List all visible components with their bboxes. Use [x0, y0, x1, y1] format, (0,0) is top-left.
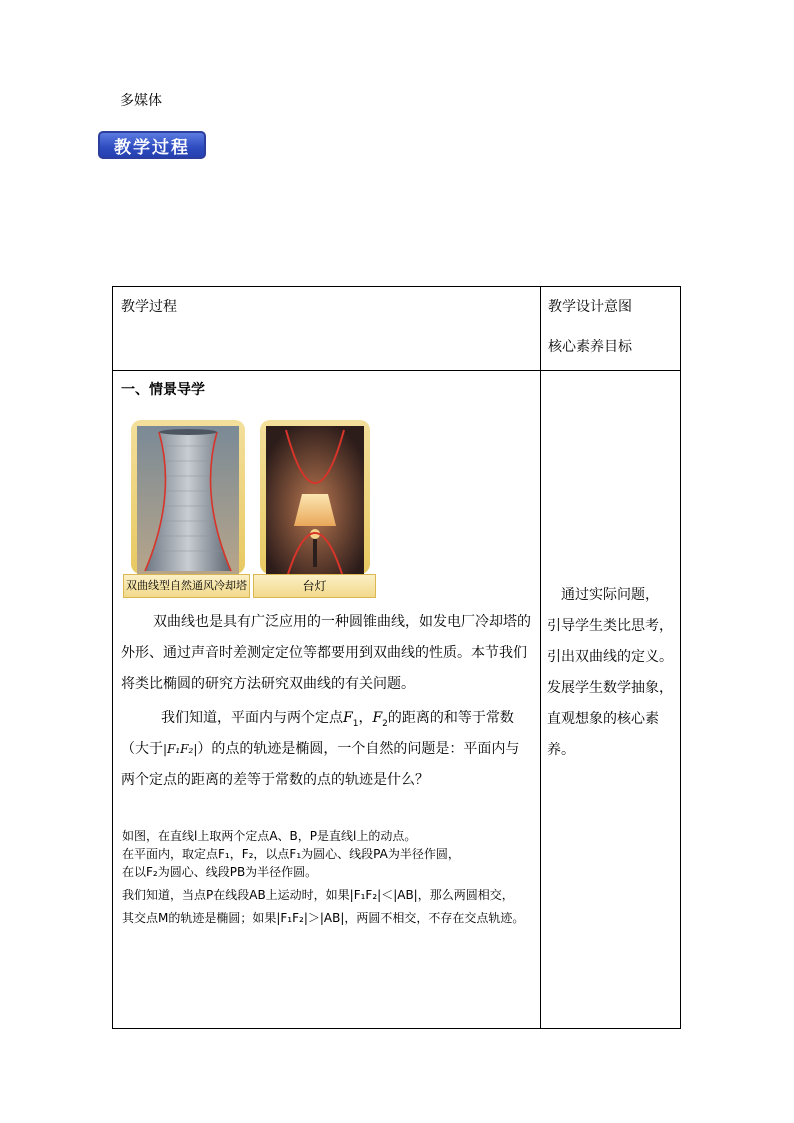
- intent-line-2: 引导学生类比思考，: [547, 618, 673, 634]
- header-cell-right: [541, 287, 681, 371]
- ellipse-recall-line-2: [121, 734, 519, 765]
- focus-f1-symbol: F: [343, 710, 353, 726]
- header-intent-label: 教学设计意图: [548, 299, 632, 315]
- cooling-tower-image: [131, 420, 245, 574]
- recall-text-a: 我们知道，平面内与两个定点: [161, 710, 343, 726]
- note-line-5: 其交点M的轨迹是椭圆；如果|F₁F₂|＞|AB|，两圆不相交，不存在交点轨迹。: [122, 911, 525, 925]
- note-line-1: 如图，在直线l上取两个定点A、B，P是直线l上的动点。: [122, 829, 417, 843]
- recall-text-c: （大于: [121, 741, 163, 757]
- header-process-label: 教学过程: [121, 299, 177, 315]
- lamp-icon: [266, 426, 364, 574]
- focus-separator: ，: [358, 710, 373, 726]
- table-content-row: [113, 371, 681, 1029]
- intro-paragraph-line-1: 双曲线也是具有广泛应用的一种圆锥曲线，如发电厂冷却塔的: [153, 614, 531, 630]
- cooling-tower-caption: 双曲线型自然通风冷却塔: [123, 574, 250, 598]
- table-lamp-caption: 台灯: [253, 574, 376, 598]
- content-cell-left: [113, 371, 541, 1029]
- design-intent-text: [547, 580, 677, 766]
- note-line-2: 在平面内，取定点F₁，F₂，以点F₁为圆心、线段PA为半径作圆，: [122, 847, 460, 861]
- recall-text-b: 的距离的和等于常数: [387, 710, 514, 726]
- focus-f1-subscript: 1: [352, 718, 359, 729]
- focal-distance-expression: |F₁F₂|: [163, 742, 198, 756]
- intent-line-5: 直观想象的核心素: [547, 711, 659, 727]
- header-label: 多媒体: [120, 93, 162, 109]
- note-line-4: 我们知道，当点P在线段AB上运动时，如果|F₁F₂|＜|AB|，那么两圆相交，: [122, 888, 514, 902]
- table-header-row: [113, 287, 681, 371]
- intent-line-6: 养。: [547, 742, 575, 758]
- note-line-3: 在以F₂为圆心、线段PB为半径作圆。: [122, 865, 318, 879]
- lesson-table: [112, 286, 681, 1029]
- table-lamp-image: [260, 420, 370, 574]
- header-cell-left: [113, 287, 541, 371]
- section-badge: 教学过程: [98, 131, 206, 159]
- intro-paragraph-line-2: 外形、通过声音时差测定定位等都要用到双曲线的性质。本节我们: [121, 645, 527, 661]
- focus-f2-subscript: 2: [382, 718, 388, 729]
- intro-paragraph-line-3: 将类比椭圆的研究方法研究双曲线的有关问题。: [121, 676, 415, 692]
- ellipse-recall-line-3: 两个定点的距离的差等于常数的点的轨迹是什么？: [121, 772, 429, 788]
- content-cell-right: [541, 371, 681, 1029]
- recall-text-d: ）的点的轨迹是椭圆，一个自然的问题是：平面内与: [197, 741, 520, 757]
- header-literacy-label: 核心素养目标: [548, 339, 632, 355]
- intent-line-3: 引出双曲线的定义。: [547, 649, 673, 665]
- intent-line-1: 通过实际问题，: [547, 587, 659, 603]
- intent-line-4: 发展学生数学抽象，: [547, 680, 673, 696]
- focus-f2-symbol: F: [372, 710, 383, 726]
- cooling-tower-icon: [137, 426, 239, 574]
- section-title: 一、情景导学: [121, 382, 205, 398]
